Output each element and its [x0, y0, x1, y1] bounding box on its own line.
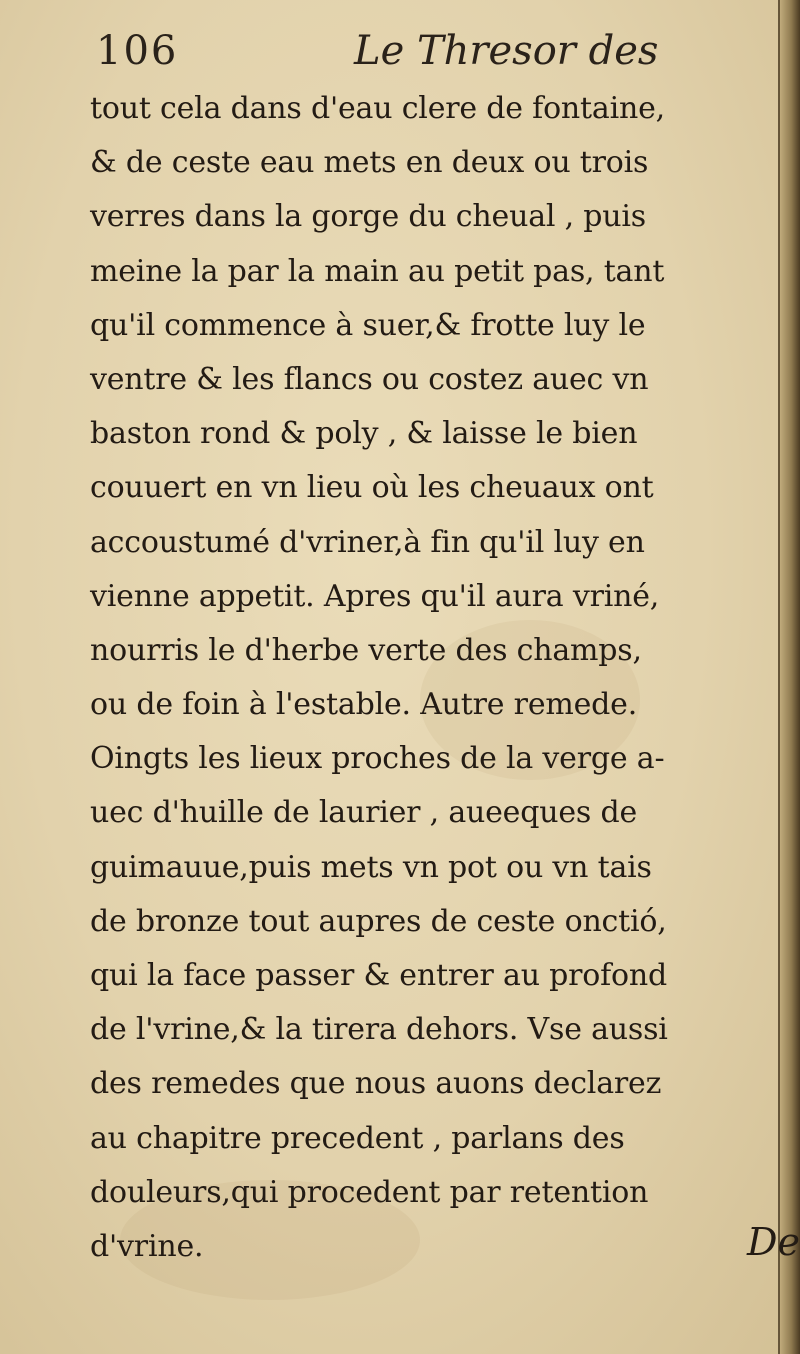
- running-head: Le Thresor des: [354, 28, 659, 74]
- text-line: baston rond & poly , & laisse le bien: [90, 416, 638, 452]
- text-line: qui la face passer & entrer au profond: [90, 958, 668, 993]
- text-line: de l'vrine,& la tirera dehors. Vse aussi: [90, 1012, 668, 1048]
- text-line: guimauue,puis mets vn pot ou vn tais: [90, 849, 652, 885]
- text-line: uec d'huille de laurier , aueeques de: [90, 795, 637, 831]
- text-line: ou de foin à l'estable. Autre remede.: [90, 687, 638, 723]
- text-line: verres dans la gorge du cheual , puis: [90, 199, 646, 235]
- text-line: vienne appetit. Apres qu'il aura vriné,: [90, 578, 660, 614]
- body-text: [90, 82, 790, 1274]
- page-header: [96, 28, 696, 88]
- text-line: & de ceste eau mets en deux ou trois: [90, 145, 649, 181]
- text-line: meine la par la main au petit pas, tant: [90, 253, 665, 289]
- text-line: tout cela dans d'eau clere de fontaine,: [90, 91, 666, 126]
- catchword: De: [747, 1220, 800, 1264]
- text-line: nourris le d'herbe verte des champs,: [90, 632, 642, 668]
- text-line: qu'il commence à suer,& frotte luy le: [90, 307, 646, 343]
- text-line: au chapitre precedent , parlans des: [90, 1120, 625, 1156]
- text-line: des remedes que nous auons declarez: [90, 1066, 662, 1102]
- text-line: ventre & les flancs ou costez auec vn: [90, 361, 649, 397]
- text-line: douleurs,qui procedent par retention: [90, 1174, 649, 1210]
- text-line: couuert en vn lieu où les cheuaux ont: [90, 470, 654, 506]
- text-line: accoustumé d'vriner,à fin qu'il luy en: [90, 524, 645, 560]
- text-line: de bronze tout aupres de ceste onctió,: [90, 903, 667, 939]
- text-line: d'vrine.: [90, 1228, 204, 1264]
- page-number: 106: [96, 28, 179, 74]
- text-line: Oingts les lieux proches de la verge a-: [90, 741, 665, 777]
